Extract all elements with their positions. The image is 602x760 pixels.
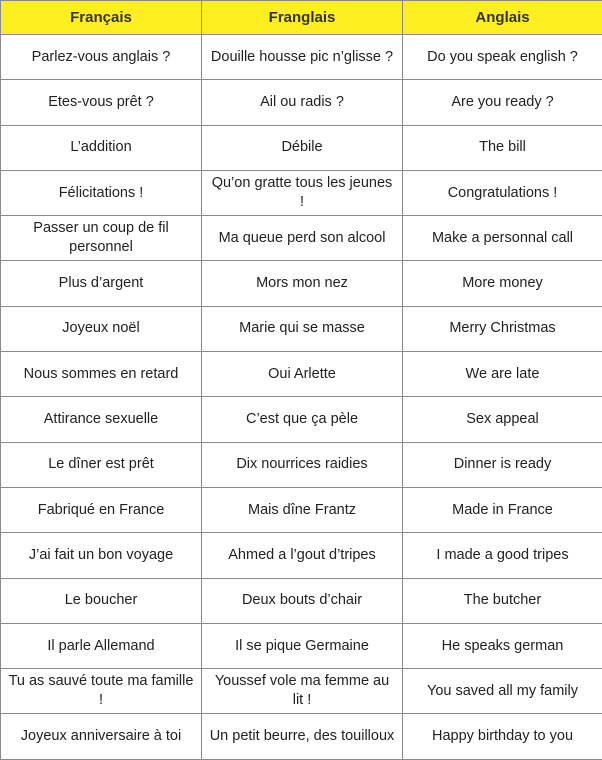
cell-anglais: He speaks german bbox=[403, 623, 602, 668]
cell-franglais: Mais dîne Frantz bbox=[202, 487, 403, 532]
table-row bbox=[1, 397, 602, 442]
cell-anglais: I made a good tripes bbox=[403, 533, 602, 578]
cell-francais: J’ai fait un bon voyage bbox=[1, 533, 202, 578]
cell-francais: Félicitations ! bbox=[1, 170, 202, 215]
cell-anglais: Made in France bbox=[403, 487, 602, 532]
cell-anglais: The bill bbox=[403, 125, 602, 170]
table-row bbox=[1, 216, 602, 261]
cell-anglais: Are you ready ? bbox=[403, 80, 602, 125]
cell-anglais: The butcher bbox=[403, 578, 602, 623]
cell-francais: Attirance sexuelle bbox=[1, 397, 202, 442]
table-row bbox=[1, 669, 602, 714]
cell-francais: Le boucher bbox=[1, 578, 202, 623]
cell-franglais: Un petit beurre, des touilloux bbox=[202, 714, 403, 759]
cell-franglais: Dix nourrices raidies bbox=[202, 442, 403, 487]
cell-franglais: Ahmed a l’gout d’tripes bbox=[202, 533, 403, 578]
cell-franglais: Deux bouts d’chair bbox=[202, 578, 403, 623]
cell-francais: Joyeux noël bbox=[1, 306, 202, 351]
cell-francais: Plus d’argent bbox=[1, 261, 202, 306]
header-row bbox=[1, 1, 602, 35]
cell-franglais: Ail ou radis ? bbox=[202, 80, 403, 125]
table-body bbox=[1, 35, 602, 760]
cell-anglais: Make a personnal call bbox=[403, 216, 602, 261]
table-row bbox=[1, 487, 602, 532]
cell-anglais: Happy birthday to you bbox=[403, 714, 602, 759]
cell-franglais: Qu’on gratte tous les jeunes ! bbox=[202, 170, 403, 215]
cell-franglais: Douille housse pic n’glisse ? bbox=[202, 35, 403, 80]
header-franglais: Franglais bbox=[202, 1, 403, 35]
cell-franglais: Mors mon nez bbox=[202, 261, 403, 306]
table-row bbox=[1, 80, 602, 125]
cell-francais: L’addition bbox=[1, 125, 202, 170]
cell-franglais: Il se pique Germaine bbox=[202, 623, 403, 668]
table-row bbox=[1, 352, 602, 397]
header-anglais: Anglais bbox=[403, 1, 602, 35]
table-row bbox=[1, 35, 602, 80]
cell-franglais: Ma queue perd son alcool bbox=[202, 216, 403, 261]
table-row bbox=[1, 623, 602, 668]
table-header bbox=[1, 1, 602, 35]
table-row bbox=[1, 714, 602, 759]
header-francais: Français bbox=[1, 1, 202, 35]
cell-anglais: More money bbox=[403, 261, 602, 306]
cell-anglais: Congratulations ! bbox=[403, 170, 602, 215]
cell-anglais: We are late bbox=[403, 352, 602, 397]
cell-franglais: Débile bbox=[202, 125, 403, 170]
cell-franglais: C’est que ça pèle bbox=[202, 397, 403, 442]
cell-anglais: Sex appeal bbox=[403, 397, 602, 442]
cell-franglais: Marie qui se masse bbox=[202, 306, 403, 351]
cell-franglais: Youssef vole ma femme au lit ! bbox=[202, 669, 403, 714]
cell-anglais: Dinner is ready bbox=[403, 442, 602, 487]
cell-francais: Joyeux anniversaire à toi bbox=[1, 714, 202, 759]
cell-francais: Tu as sauvé toute ma famille ! bbox=[1, 669, 202, 714]
table-row bbox=[1, 125, 602, 170]
cell-francais: Etes-vous prêt ? bbox=[1, 80, 202, 125]
cell-anglais: Merry Christmas bbox=[403, 306, 602, 351]
cell-francais: Nous sommes en retard bbox=[1, 352, 202, 397]
cell-francais: Fabriqué en France bbox=[1, 487, 202, 532]
cell-franglais: Oui Arlette bbox=[202, 352, 403, 397]
table-row bbox=[1, 442, 602, 487]
table-row bbox=[1, 170, 602, 215]
cell-francais: Le dîner est prêt bbox=[1, 442, 202, 487]
cell-francais: Passer un coup de fil personnel bbox=[1, 216, 202, 261]
table-row bbox=[1, 306, 602, 351]
cell-anglais: Do you speak english ? bbox=[403, 35, 602, 80]
cell-francais: Il parle Allemand bbox=[1, 623, 202, 668]
cell-francais: Parlez-vous anglais ? bbox=[1, 35, 202, 80]
table-row bbox=[1, 261, 602, 306]
table-row bbox=[1, 578, 602, 623]
cell-anglais: You saved all my family bbox=[403, 669, 602, 714]
table-row bbox=[1, 533, 602, 578]
